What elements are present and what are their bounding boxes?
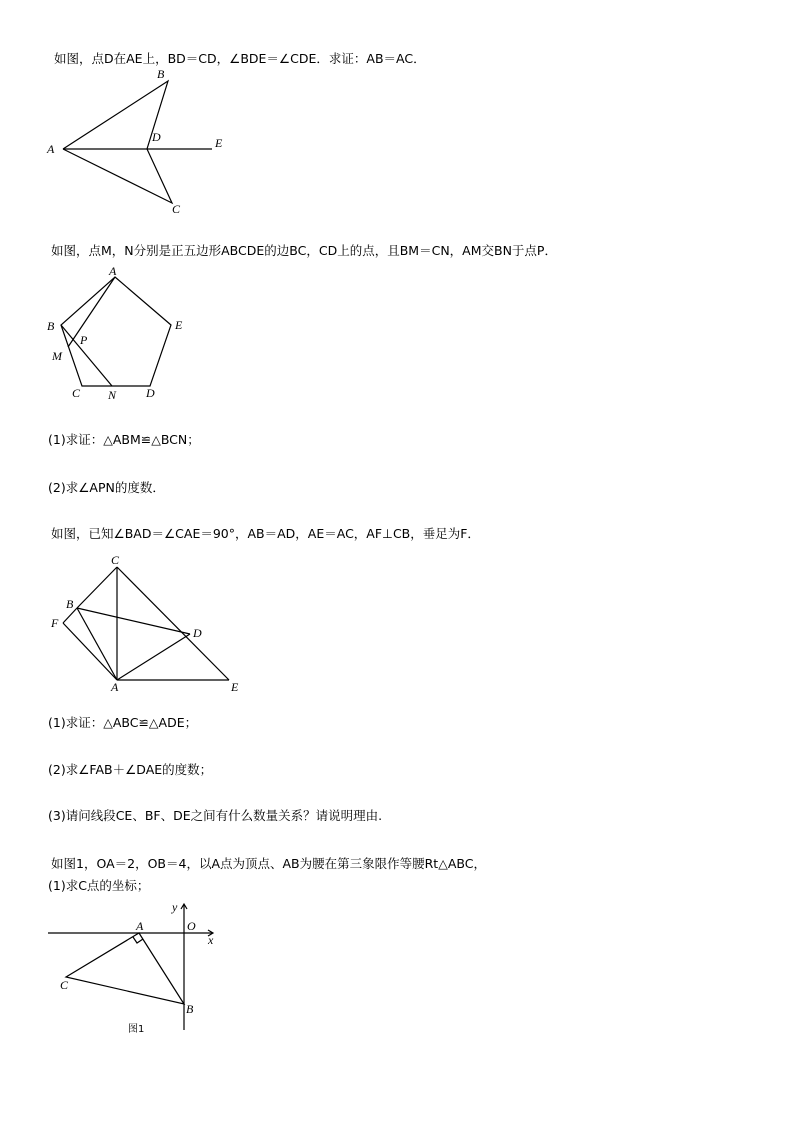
label-A: A <box>47 142 55 156</box>
problem-4-part-1: (1)求C点的坐标； <box>48 878 150 893</box>
problem-2-part-2: (2)求∠APN的度数． <box>48 480 165 495</box>
problem-1-statement: 如图，点D在AE上，BD＝CD，∠BDE＝∠CDE．求证：AB＝AC． <box>54 51 426 66</box>
label-D: D <box>146 386 155 400</box>
label-A: A <box>109 264 117 278</box>
problem-4-statement: 如图1，OA＝2，OB＝4，以A点为顶点、AB为腰在第三象限作等腰Rt△ABC， <box>51 856 486 871</box>
label-D: D <box>193 626 202 640</box>
label-E: E <box>231 680 239 694</box>
label-P: P <box>80 333 88 347</box>
problem-2-statement: 如图，点M，N分别是正五边形ABCDE的边BC，CD上的点，且BM＝CN，AM交BN于点P． <box>51 243 557 258</box>
problem-3-statement: 如图，已知∠BAD＝∠CAE＝90°，AB＝AD，AE＝AC，AF⊥CB，垂足为F． <box>51 526 480 541</box>
label-A: A <box>111 680 119 694</box>
label-D: D <box>152 130 161 144</box>
figure-caption: 图1 <box>128 1024 145 1035</box>
label-C: C <box>111 553 120 567</box>
problem-3-part-2: (2)求∠FAB＋∠DAE的度数； <box>48 762 213 777</box>
label-E: E <box>215 136 223 150</box>
problem-2-part-1: (1)求证：△ABM≌△BCN； <box>48 432 200 447</box>
label-A: A <box>136 919 144 933</box>
label-N: N <box>108 388 117 402</box>
label-B: B <box>186 1002 194 1016</box>
label-B: B <box>66 597 74 611</box>
label-E: E <box>175 318 183 332</box>
label-y: y <box>172 900 178 914</box>
label-C: C <box>72 386 81 400</box>
label-C: C <box>60 978 69 992</box>
label-M: M <box>52 349 62 363</box>
label-x: x <box>208 933 214 947</box>
label-B: B <box>47 319 55 333</box>
problem-3-part-3: (3)请问线段CE、BF、DE之间有什么数量关系？请说明理由. <box>48 808 383 823</box>
label-F: F <box>51 616 59 630</box>
problem-3-part-1: (1)求证：△ABC≌△ADE； <box>48 715 198 730</box>
label-C: C <box>172 202 181 216</box>
label-B: B <box>157 67 165 81</box>
label-O: O <box>187 919 196 933</box>
